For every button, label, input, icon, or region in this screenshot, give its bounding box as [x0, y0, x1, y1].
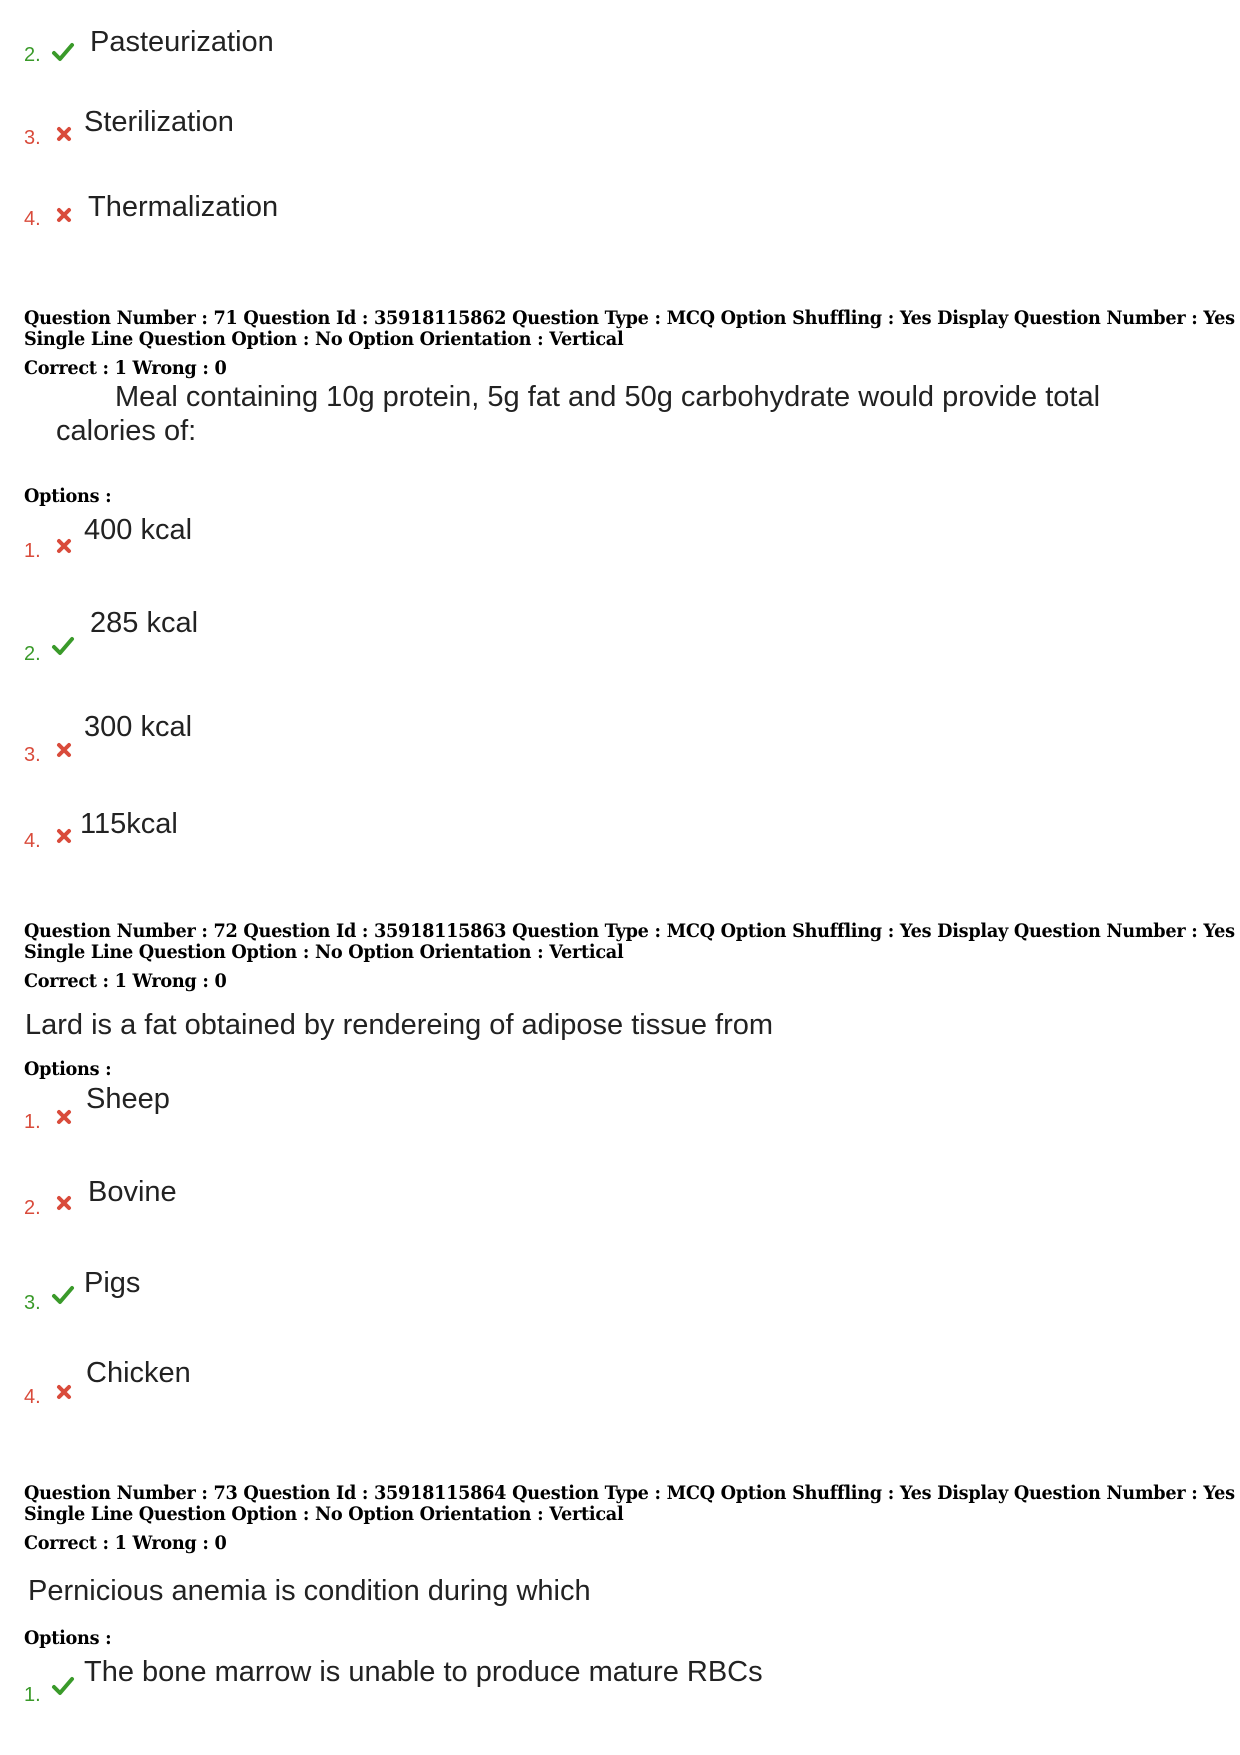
cross-icon [56, 538, 72, 554]
option-number: 4. [24, 830, 41, 852]
question-text: Meal containing 10g protein, 5g fat and 50g carbohydrate would provide total [115, 381, 1101, 413]
options-label: Options : [24, 1058, 112, 1080]
question-meta: Question Number : 73 Question Id : 35918115864 Question Type : MCQ Option Shuffling : Yes Display Question Number : Yes [24, 1482, 1235, 1504]
question-meta: Question Number : 71 Question Id : 35918115862 Question Type : MCQ Option Shuffling : Yes Display Question Number : Yes [24, 307, 1235, 329]
option-text: 400 kcal [84, 514, 193, 546]
check-icon [51, 636, 75, 656]
option-text: Sheep [86, 1083, 170, 1115]
option-text: Pigs [84, 1267, 141, 1299]
option-number: 1. [24, 1111, 41, 1133]
option-text: 300 kcal [84, 711, 193, 743]
option-text: Chicken [86, 1357, 191, 1389]
option-number: 4. [24, 1386, 41, 1408]
cross-icon [56, 828, 72, 844]
question-meta: Single Line Question Option : No Option Orientation : Vertical [24, 941, 624, 963]
option-number: 4. [24, 208, 41, 230]
cross-icon [56, 1384, 72, 1400]
option-number: 2. [24, 44, 41, 66]
option-number: 1. [24, 1684, 41, 1706]
option-text: Sterilization [84, 106, 234, 138]
question-text: Pernicious anemia is condition during which [28, 1575, 591, 1607]
option-text: The bone marrow is unable to produce mature RBCs [84, 1656, 763, 1688]
check-icon [51, 1676, 75, 1696]
cross-icon [56, 1195, 72, 1211]
option-number: 2. [24, 643, 41, 665]
cross-icon [56, 1109, 72, 1125]
option-number: 1. [24, 540, 41, 562]
question-meta: Question Number : 72 Question Id : 35918115863 Question Type : MCQ Option Shuffling : Yes Display Question Number : Yes [24, 920, 1235, 942]
check-icon [51, 1285, 75, 1305]
option-text: Thermalization [88, 191, 279, 223]
option-number: 3. [24, 127, 41, 149]
options-label: Options : [24, 485, 112, 507]
options-label: Options : [24, 1627, 112, 1649]
question-meta: Single Line Question Option : No Option Orientation : Vertical [24, 328, 624, 350]
cross-icon [56, 742, 72, 758]
option-text: Pasteurization [90, 26, 274, 58]
question-text: calories of: [56, 415, 197, 447]
cross-icon [56, 126, 72, 142]
option-text: Bovine [88, 1176, 177, 1208]
score-info: Correct : 1 Wrong : 0 [24, 1532, 227, 1554]
cross-icon [56, 207, 72, 223]
option-number: 3. [24, 744, 41, 766]
score-info: Correct : 1 Wrong : 0 [24, 357, 227, 379]
question-text: Lard is a fat obtained by rendereing of adipose tissue from [25, 1009, 774, 1041]
option-text: 285 kcal [90, 607, 199, 639]
option-number: 3. [24, 1292, 41, 1314]
option-number: 2. [24, 1197, 41, 1219]
score-info: Correct : 1 Wrong : 0 [24, 970, 227, 992]
question-meta: Single Line Question Option : No Option Orientation : Vertical [24, 1503, 624, 1525]
option-text: 115kcal [80, 808, 178, 840]
check-icon [51, 42, 75, 62]
